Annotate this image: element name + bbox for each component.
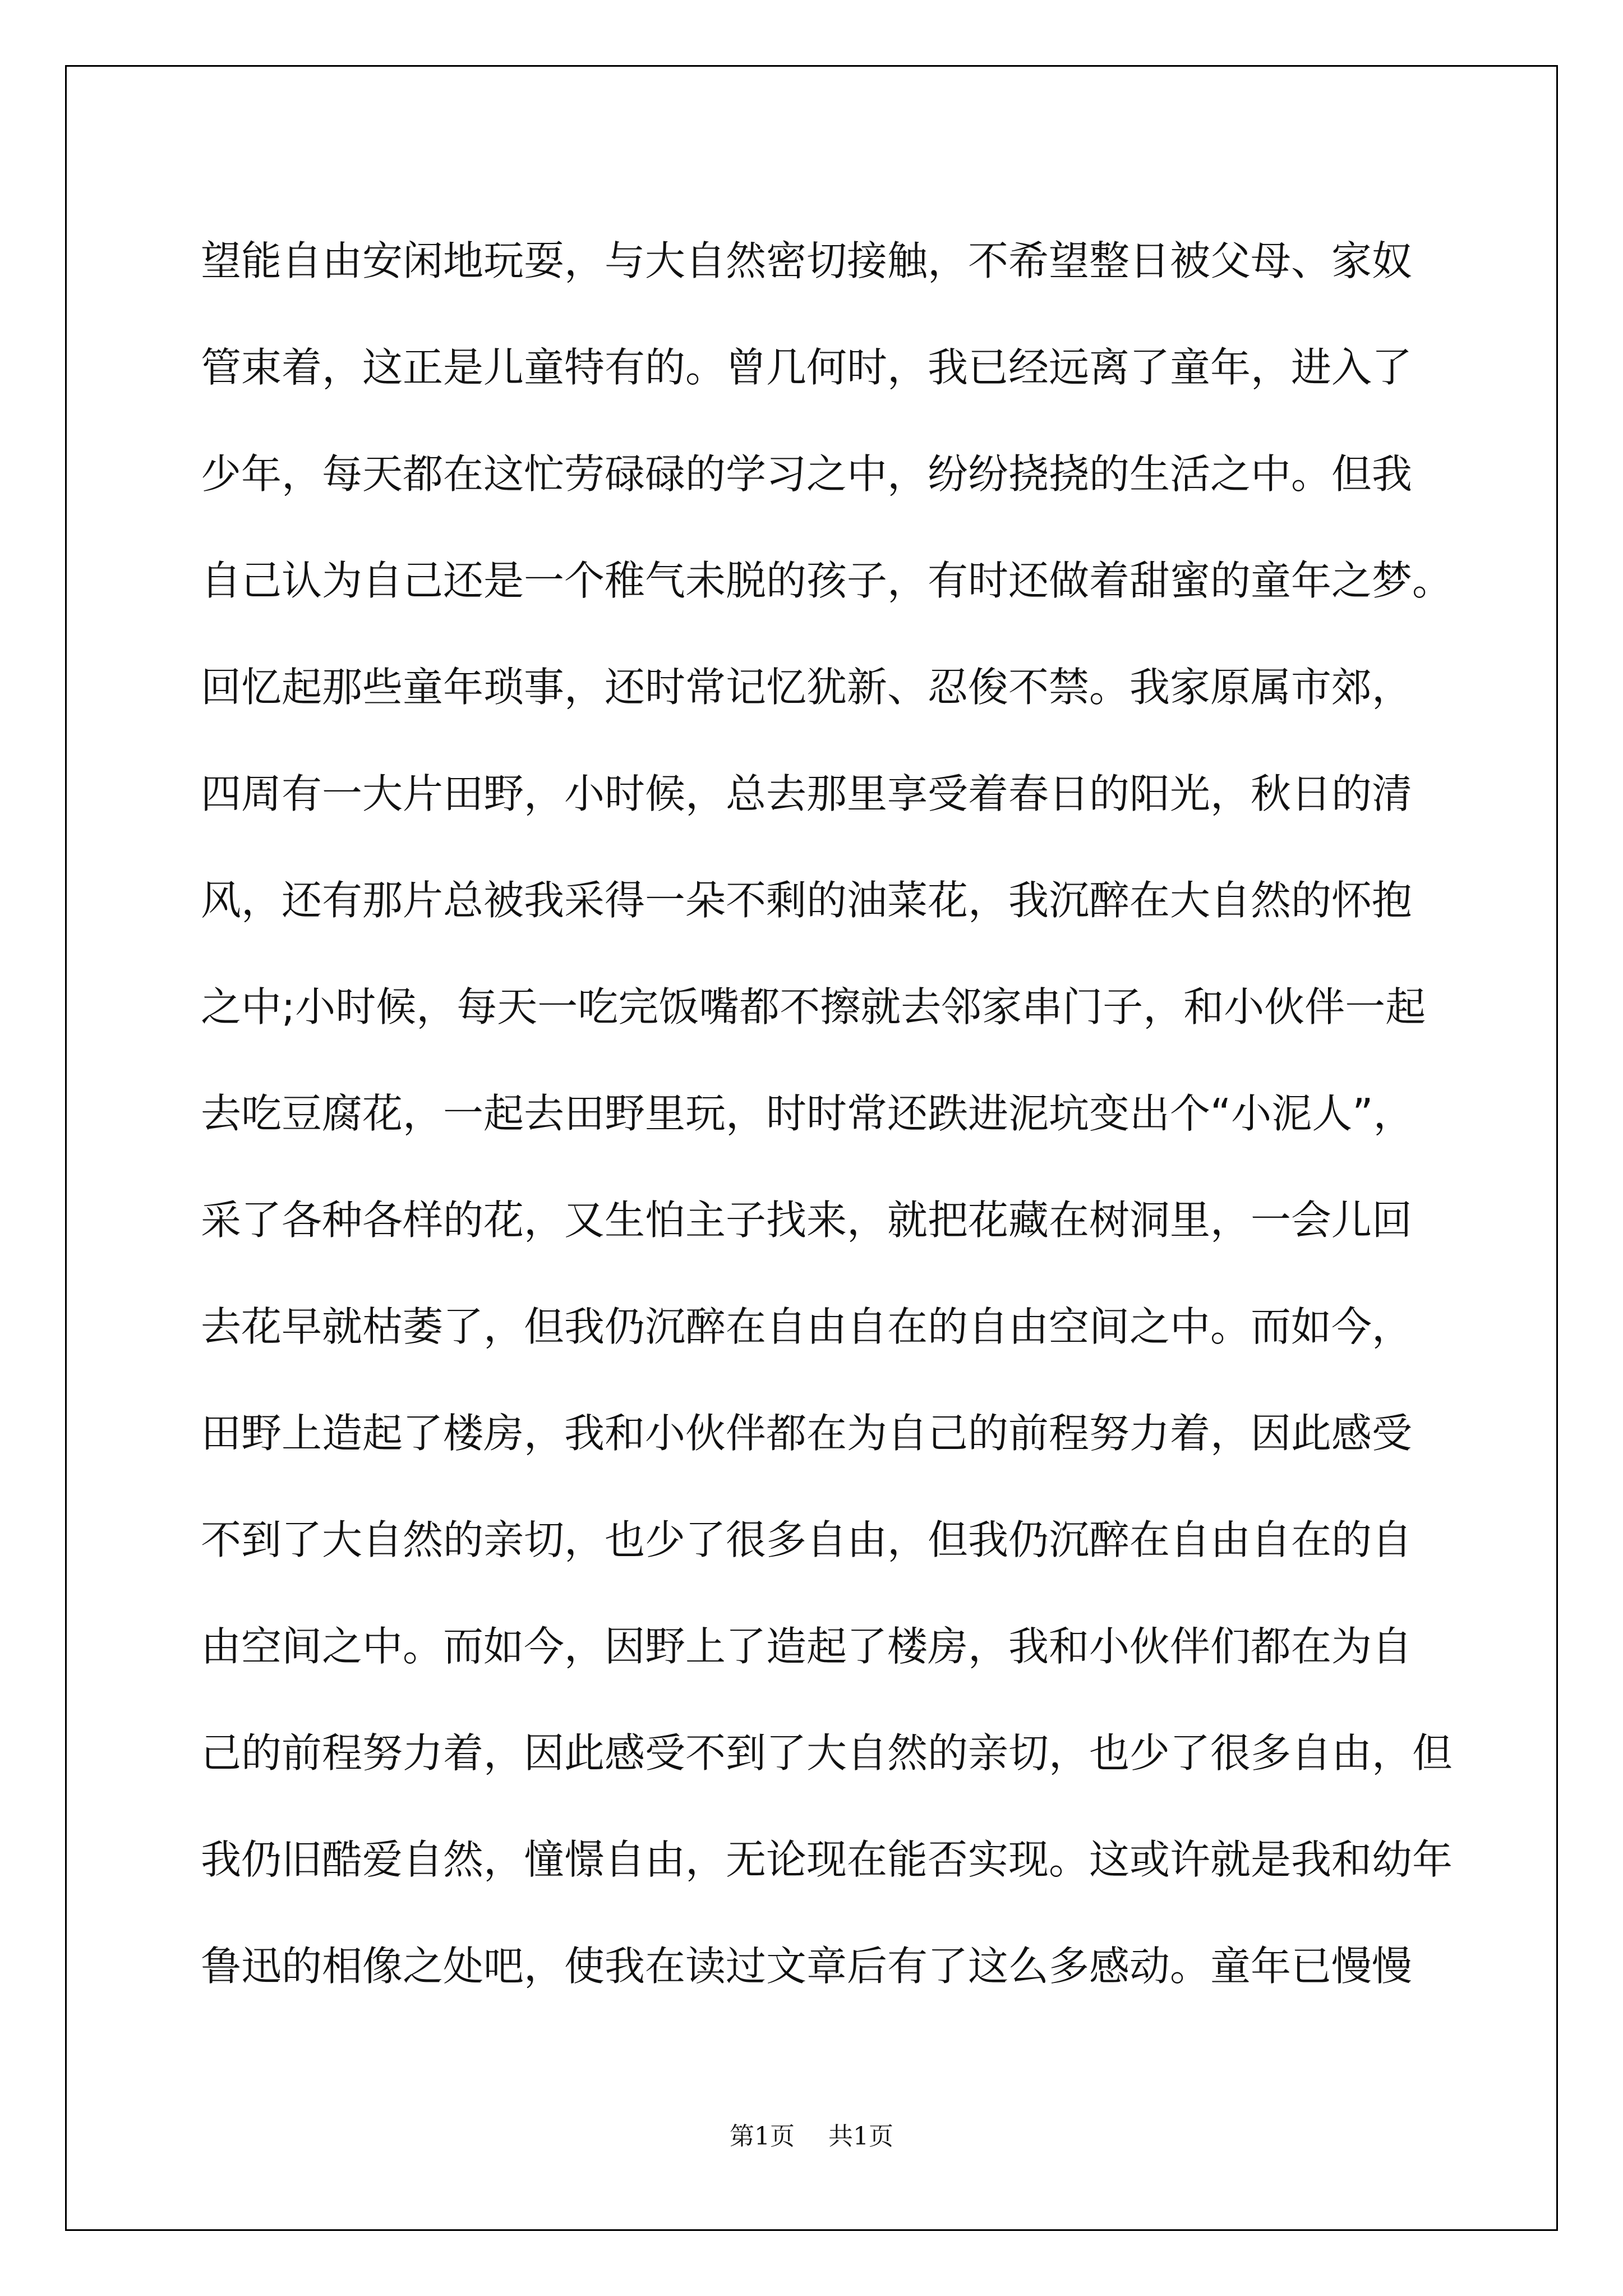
text-line: 之中;小时候，每天一吃完饭嘴都不擦就去邻家串门子，和小伙伴一起 <box>201 983 1426 1030</box>
text-line: 四周有一大片田野，小时候，总去那里享受着春日的阳光，秋日的清 <box>201 770 1413 817</box>
text-line: 管束着，这正是儿童特有的。曾几何时，我已经远离了童年，进入了 <box>201 344 1413 391</box>
text-line: 采了各种各样的花，又生怕主子找来，就把花藏在树洞里，一会儿回 <box>201 1197 1413 1244</box>
text-line: 风，还有那片总被我采得一朵不剩的油菜花，我沉醉在大自然的怀抱 <box>201 877 1413 924</box>
text-line: 去花早就枯萎了，但我仍沉醉在自由自在的自由空间之中。而如今， <box>201 1303 1413 1350</box>
text-line: 己的前程努力着，因此感受不到了大自然的亲切，也少了很多自由，但 <box>201 1729 1453 1777</box>
text-line: 鲁迅的相像之处吧，使我在读过文章后有了这么多感动。童年已慢慢 <box>201 1943 1413 1990</box>
page-footer <box>0 2116 1623 2152</box>
page-number: 第1页 <box>730 2122 795 2151</box>
text-line: 由空间之中。而如今，因野上了造起了楼房，我和小伙伴们都在为自 <box>201 1623 1413 1670</box>
document-body <box>201 208 1453 2019</box>
page-total: 共1页 <box>828 2122 893 2151</box>
text-line: 田野上造起了楼房，我和小伙伴都在为自己的前程努力着，因此感受 <box>201 1410 1413 1457</box>
text-line: 不到了大自然的亲切，也少了很多自由，但我仍沉醉在自由自在的自 <box>201 1516 1413 1563</box>
text-line: 我仍旧酷爱自然，憧憬自由，无论现在能否实现。这或许就是我和幼年 <box>201 1836 1453 1883</box>
text-line: 自己认为自己还是一个稚气未脱的孩子，有时还做着甜蜜的童年之梦。 <box>201 557 1453 604</box>
text-line: 去吃豆腐花，一起去田野里玩，时时常还跌进泥坑变出个“小泥人”， <box>201 1090 1414 1137</box>
text-line: 少年，每天都在这忙劳碌碌的学习之中，纷纷挠挠的生活之中。但我 <box>201 450 1413 498</box>
text-line: 回忆起那些童年琐事，还时常记忆犹新、忍俊不禁。我家原属市郊， <box>201 664 1413 711</box>
text-line: 望能自由安闲地玩耍，与大自然密切接触，不希望整日被父母、家奴 <box>201 237 1413 284</box>
